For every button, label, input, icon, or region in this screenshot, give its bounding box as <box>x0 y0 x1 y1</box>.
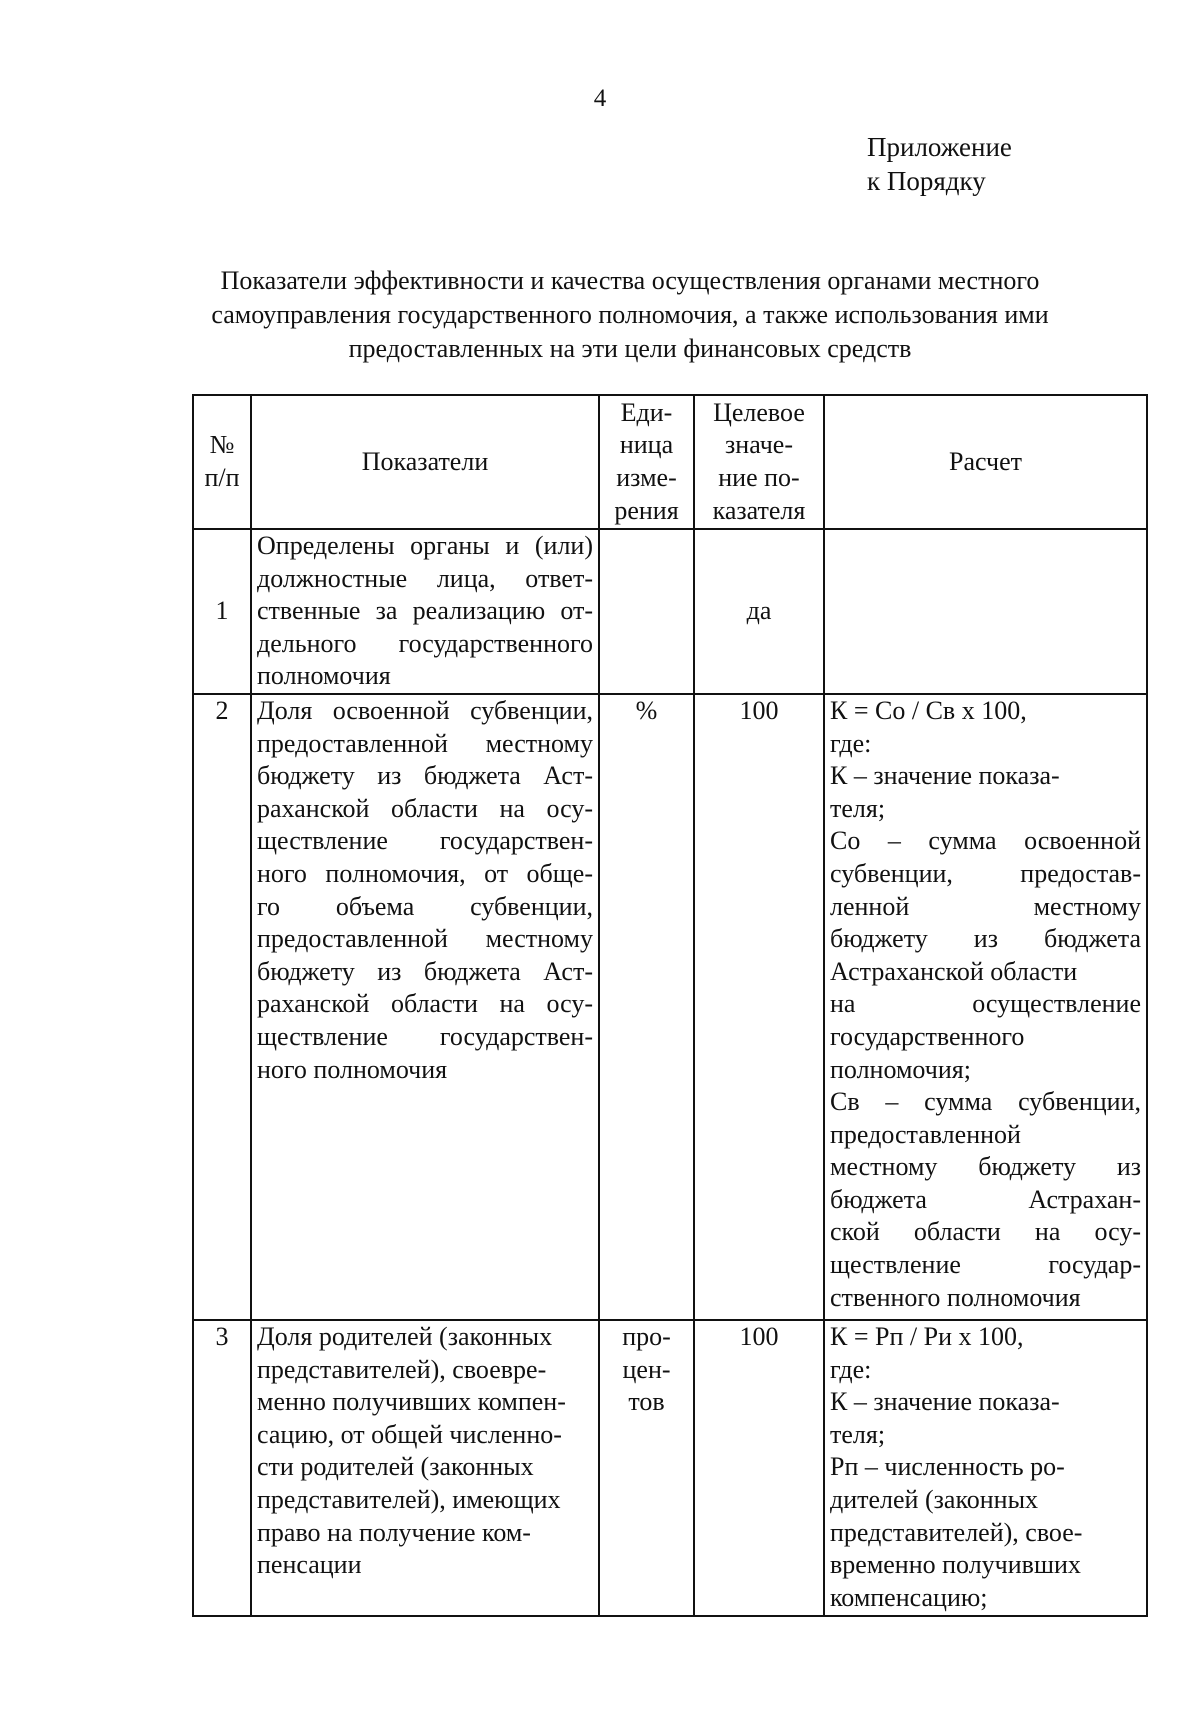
row-indicator <box>251 529 599 694</box>
header-num-line: п/п <box>204 463 240 492</box>
calc-line: К – значение показа- <box>830 761 1060 791</box>
row-unit <box>599 1320 694 1616</box>
header-unit <box>599 395 694 529</box>
calc-line: ществление государ- <box>830 1250 1141 1280</box>
calc-line: ленной местному <box>830 891 1141 921</box>
table-row <box>193 694 1147 1320</box>
calc-line: бюджету из бюджета <box>830 924 1141 954</box>
indicator-line: ного полномочия <box>257 1054 448 1084</box>
row-calc <box>824 529 1147 694</box>
calc-line: полномочия; <box>830 1054 971 1084</box>
indicator-line: сацию, от общей численно- <box>257 1419 562 1449</box>
header-target-line: казателя <box>712 495 806 525</box>
calc-line: государственного <box>830 1021 1025 1051</box>
row-indicator <box>251 1320 599 1616</box>
indicator-line: сти родителей (законных <box>257 1452 534 1482</box>
indicator-line: менно получивших компен- <box>257 1387 566 1417</box>
header-calc: Расчет <box>824 395 1147 529</box>
header-num <box>193 395 251 529</box>
table-header-row <box>193 395 1147 529</box>
header-unit-line: изме- <box>616 463 677 492</box>
title-line-1: Показатели эффективности и качества осуществления органами местного <box>220 266 1040 295</box>
header-target-line: ние по- <box>718 463 800 492</box>
appendix-line-2: к Порядку <box>867 166 986 196</box>
calc-line: компенсацию; <box>830 1582 988 1612</box>
indicator-line: бюджету из бюджета Аст- <box>257 761 593 791</box>
row-target: 100 <box>694 694 824 1320</box>
calc-line: дителей (законных <box>830 1484 1039 1514</box>
indicator-line: ственные за реализацию от- <box>257 596 593 626</box>
indicator-line: ного полномочия, от обще- <box>257 858 593 888</box>
indicator-line: предоставленной местному <box>257 924 593 954</box>
calc-line: субвенции, предостав- <box>830 858 1141 888</box>
calc-line: на осуществление <box>830 989 1141 1019</box>
indicator-line: Доля освоенной субвенции, <box>257 695 593 725</box>
table-row <box>193 1320 1147 1616</box>
table-row <box>193 529 1147 694</box>
row-unit: % <box>599 694 694 1320</box>
row-num: 3 <box>193 1320 251 1616</box>
calc-line: местному бюджету из <box>830 1152 1141 1182</box>
header-target-line: значе- <box>725 430 793 460</box>
indicator-line: дельного государственного <box>257 628 593 658</box>
indicator-line: Определены органы и (или) <box>257 531 593 560</box>
indicator-line: раханской области на осу- <box>257 989 593 1019</box>
indicator-line: раханской области на осу- <box>257 793 593 823</box>
calc-line: Рп – численность ро- <box>830 1452 1065 1482</box>
calc-line: теля; <box>830 1419 886 1449</box>
unit-line: цен- <box>622 1354 671 1384</box>
calc-line: ственного полномочия <box>830 1282 1081 1312</box>
row-calc <box>824 1320 1147 1616</box>
calc-line: ской области на осу- <box>830 1217 1141 1247</box>
indicator-line: пенсации <box>257 1550 362 1580</box>
unit-line: про- <box>622 1321 671 1351</box>
row-unit <box>599 529 694 694</box>
indicator-line: представителей), своевре- <box>257 1354 547 1384</box>
indicator-line: представителей), имеющих <box>257 1484 561 1514</box>
header-num-line: № <box>209 430 235 460</box>
calc-line: теля; <box>830 793 886 823</box>
appendix-heading <box>867 130 1012 198</box>
calc-line: Астраханской области <box>830 956 1078 986</box>
indicator-line: предоставленной местному <box>257 728 593 758</box>
unit-line: тов <box>628 1387 665 1417</box>
row-target: 100 <box>694 1320 824 1616</box>
row-calc <box>824 694 1147 1320</box>
calc-line: временно получивших <box>830 1550 1081 1580</box>
indicators-table <box>192 394 1148 1617</box>
indicator-line: Доля родителей (законных <box>257 1321 553 1351</box>
row-num: 2 <box>193 694 251 1320</box>
title-line-2: самоуправления государственного полномочия, а также использования ими <box>211 300 1049 329</box>
calc-line: предоставленной <box>830 1119 1021 1149</box>
calc-line: представителей), свое- <box>830 1517 1083 1547</box>
calc-line: К – значение показа- <box>830 1387 1060 1417</box>
calc-line: Со – сумма освоенной <box>830 826 1141 856</box>
header-unit-line: Еди- <box>620 397 673 427</box>
indicator-line: право на получение ком- <box>257 1517 531 1547</box>
indicator-line: ществление государствен- <box>257 1021 593 1051</box>
indicator-line: ществление государствен- <box>257 826 593 856</box>
indicator-line: должностные лица, ответ- <box>257 563 593 593</box>
header-target-line: Целевое <box>713 397 805 427</box>
page-number: 4 <box>593 85 607 112</box>
header-target <box>694 395 824 529</box>
calc-line: где: <box>830 1354 872 1384</box>
header-unit-line: рения <box>614 495 679 525</box>
calc-line: где: <box>830 728 872 758</box>
document-title <box>150 264 1110 366</box>
calc-line: Св – сумма субвенции, <box>830 1087 1141 1117</box>
calc-line: К = Рп / Ри х 100, <box>830 1321 1024 1351</box>
row-target: да <box>694 529 824 694</box>
indicator-line: полномочия <box>257 661 391 691</box>
calc-line: К = Со / Св х 100, <box>830 695 1027 725</box>
header-indicator: Показатели <box>251 395 599 529</box>
calc-line: бюджета Астрахан- <box>830 1184 1141 1214</box>
title-line-3: предоставленных на эти цели финансовых средств <box>348 334 912 363</box>
appendix-line-1: Приложение <box>867 132 1012 162</box>
header-unit-line: ница <box>619 430 674 460</box>
row-num: 1 <box>193 529 251 694</box>
indicator-line: бюджету из бюджета Аст- <box>257 956 593 986</box>
indicator-line: го объема субвенции, <box>257 891 593 921</box>
row-indicator <box>251 694 599 1320</box>
